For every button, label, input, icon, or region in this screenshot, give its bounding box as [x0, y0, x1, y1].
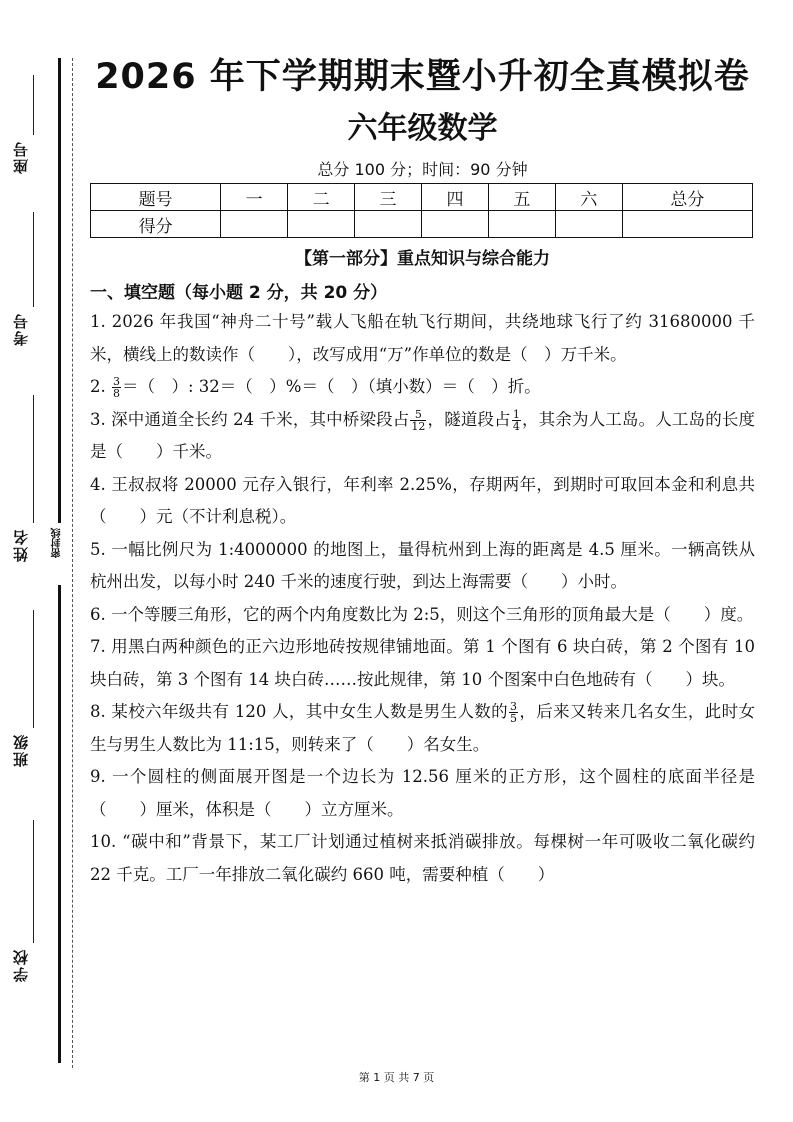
seal-line-dashed: [72, 58, 73, 1068]
question-9: 9. 一个圆柱的侧面展开图是一个边长为 12.56 厘米的正方形，这个圆柱的底面半径是（ ）厘米，体积是（ ）立方厘米。: [90, 767, 755, 819]
question-2: [90, 371, 755, 404]
question-6: 6. 一个等腰三角形，它的两个内角度数比为 2:5，则这个三角形的顶角最大是（ ）度。: [90, 604, 754, 624]
seat-line: [33, 75, 34, 135]
exam-no-label: 考号: [12, 312, 30, 346]
exam-content: [90, 52, 755, 891]
denominator: 12: [411, 419, 426, 433]
score-cell: 六: [555, 184, 622, 211]
q2-prefix: 2.: [90, 377, 106, 396]
class-label: 班级: [12, 733, 30, 767]
question-10: 10. “碳中和”背景下，某工厂计划通过植树来抵消碳排放。每棵树一年可吸收二氧化碳约 22 千克。工厂一年排放二氧化碳约 660 吨，需要种植（ ）: [90, 832, 755, 884]
seal-line-thick-top: [58, 58, 61, 523]
score-cell: 五: [488, 184, 555, 211]
q2-text: ＝（ ）: 32＝（ ）%＝（ ）（填小数）＝（ ）折。: [122, 377, 541, 396]
fraction: [112, 376, 121, 399]
score-row-label: 得分: [91, 211, 221, 238]
numerator: 1: [512, 407, 520, 421]
denominator: 8: [113, 387, 120, 400]
denominator: 4: [512, 419, 520, 433]
page-footer: 第 1 页 共 7 页: [358, 1071, 435, 1084]
score-cell: 二: [288, 184, 355, 211]
name-line: [33, 395, 34, 523]
section-title: 一、填空题（每小题 2 分，共 20 分）: [90, 283, 388, 303]
numerator: 3: [113, 375, 120, 388]
class-line: [33, 610, 34, 728]
question-7: 7. 用黑白两种颜色的正六边形地砖按规律铺地面。第 1 个图有 6 块白砖，第 2 个图有 10 块白砖，第 3 个图有 14 块白砖……按此规律，第 10 个图案中白色地砖有（ ）块。: [90, 637, 755, 689]
question-8: [90, 696, 755, 761]
score-cell: 四: [421, 184, 488, 211]
numerator: 5: [410, 409, 426, 421]
seat-label: 座号: [12, 140, 30, 174]
part-title: 【第一部分】重点知识与综合能力: [295, 249, 550, 269]
question-1: 1. 2026 年我国“神舟二十号”载人飞船在轨飞行期间，共绕地球飞行了约 31680000 千米，横线上的数读作（ ），改写成用“万”作单位的数是（ ）万千米。: [90, 312, 755, 364]
score-input-cell[interactable]: [355, 211, 422, 238]
exam-subtitle: 六年级数学: [347, 111, 498, 146]
score-table-header-row: [91, 184, 753, 211]
q8-text-a: 8. 某校六年级共有 120 人，其中女生人数是男生人数的: [90, 702, 509, 721]
score-input-cell[interactable]: [488, 211, 555, 238]
q8-text-b: ，后来又转来几名女生，此时女生与男生人数比为 11:15，则转来了（ ）名女生。: [90, 702, 755, 754]
q3-text-c: ，其余为人工岛。人工岛的长度是（ ）千米。: [90, 409, 756, 461]
name-label: 姓名: [12, 528, 30, 562]
exam-info: 总分 100 分；时间：90 分钟: [317, 160, 528, 179]
question-3: [90, 404, 755, 469]
school-line: [33, 820, 34, 943]
q3-text-a: 3. 深中通道全长约 24 千米，其中桥梁段占: [90, 409, 410, 429]
school-label: 学校: [12, 948, 30, 982]
score-input-cell[interactable]: [555, 211, 622, 238]
score-cell: 三: [355, 184, 422, 211]
seal-line-thick-bottom: [58, 585, 61, 1063]
score-input-cell[interactable]: [622, 211, 752, 238]
score-input-cell[interactable]: [288, 211, 355, 238]
numerator: 3: [510, 700, 518, 713]
fraction: [410, 409, 426, 432]
q3-text-b: ，隧道段占: [427, 409, 511, 429]
seal-label: 密封线: [52, 528, 63, 558]
score-input-cell[interactable]: [421, 211, 488, 238]
score-cell: 题号: [91, 184, 221, 211]
exam-no-line: [33, 212, 34, 307]
score-cell: 总分: [622, 184, 752, 211]
fraction: [512, 409, 521, 432]
denominator: 5: [510, 712, 518, 725]
score-input-cell[interactable]: [221, 211, 288, 238]
question-4: 4. 王叔叔将 20000 元存入银行，年利率 2.25%，存期两年，到期时可取回本金和利息共（ ）元（不计利息税）。: [90, 474, 755, 526]
score-table: [90, 183, 753, 238]
score-table-score-row: [91, 211, 753, 238]
exam-title: 2026 年下学期期末暨小升初全真模拟卷: [95, 57, 750, 97]
score-cell: 一: [221, 184, 288, 211]
fraction: [509, 701, 518, 724]
question-5: 5. 一幅比例尺为 1:4000000 的地图上，量得杭州到上海的距离是 4.5 厘米。一辆高铁从杭州出发，以每小时 240 千米的速度行驶，到达上海需要（ ）小时。: [90, 539, 755, 591]
